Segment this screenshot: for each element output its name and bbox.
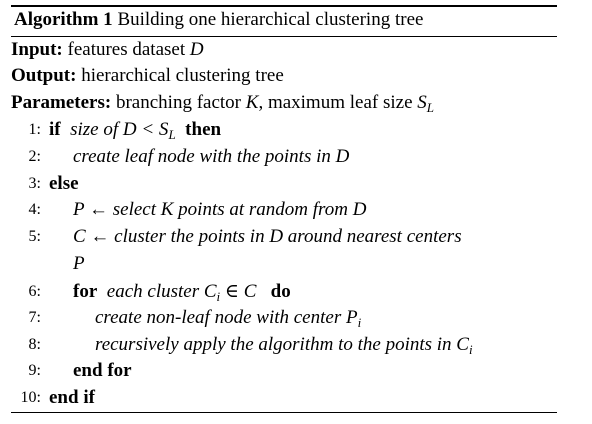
params-label: Parameters: bbox=[11, 92, 112, 113]
line-number: 9: bbox=[28, 362, 41, 379]
line-text: each cluster C bbox=[106, 281, 217, 302]
keyword-end-if: end if bbox=[49, 387, 95, 408]
bottom-rule bbox=[11, 412, 557, 413]
output-line bbox=[11, 64, 284, 88]
line-text: create leaf node with the points in D bbox=[73, 146, 350, 167]
line-number: 8: bbox=[28, 336, 41, 353]
output-text: hierarchical clustering tree bbox=[81, 65, 284, 86]
line-text-2: ∈ C bbox=[220, 281, 257, 302]
params-var1: K bbox=[245, 92, 259, 113]
input-label: Input: bbox=[11, 39, 63, 60]
algorithm-caption bbox=[14, 8, 423, 32]
keyword-do: do bbox=[270, 281, 291, 302]
line-number: 2: bbox=[28, 148, 41, 165]
keyword-for: for bbox=[73, 281, 98, 302]
keyword-then: then bbox=[185, 119, 222, 140]
top-rule bbox=[11, 5, 557, 7]
line-number: 3: bbox=[28, 175, 41, 192]
params-text2: , maximum leaf size bbox=[258, 92, 413, 113]
line-text: recursively apply the algorithm to the points in C bbox=[95, 334, 469, 355]
line-sub: i bbox=[468, 342, 473, 357]
params-var2: S bbox=[417, 92, 427, 113]
line-sub: i bbox=[357, 315, 362, 330]
line-sub: i bbox=[216, 289, 221, 304]
keyword-else: else bbox=[49, 173, 79, 194]
line-number: 7: bbox=[28, 309, 41, 326]
parameters-line bbox=[11, 91, 434, 120]
keyword-if: if bbox=[49, 119, 61, 140]
keyword-end-for: end for bbox=[73, 360, 132, 381]
line-number: 1: bbox=[28, 121, 41, 138]
caption-label: Algorithm 1 bbox=[14, 9, 113, 30]
input-var: D bbox=[189, 39, 204, 60]
params-var2-sub: L bbox=[426, 100, 434, 115]
line-sub: L bbox=[168, 127, 176, 142]
line-number: 10: bbox=[20, 389, 41, 406]
line-number: 6: bbox=[28, 283, 41, 300]
line-number: 5: bbox=[28, 228, 41, 245]
line-text: size of D < S bbox=[70, 119, 169, 140]
caption-rule bbox=[11, 36, 557, 37]
line-text: create non-leaf node with center P bbox=[95, 307, 358, 328]
line-text: C ← cluster the points in D around nearest centers bbox=[73, 226, 462, 247]
output-label: Output: bbox=[11, 65, 77, 86]
caption-title: Building one hierarchical clustering tree bbox=[117, 9, 424, 30]
input-line bbox=[11, 38, 204, 62]
line-text: P ← select K points at random from D bbox=[73, 199, 367, 220]
params-text1: branching factor bbox=[115, 92, 241, 113]
line-number: 4: bbox=[28, 201, 41, 218]
line-continuation: P bbox=[73, 253, 85, 274]
input-text: features dataset bbox=[67, 39, 186, 60]
